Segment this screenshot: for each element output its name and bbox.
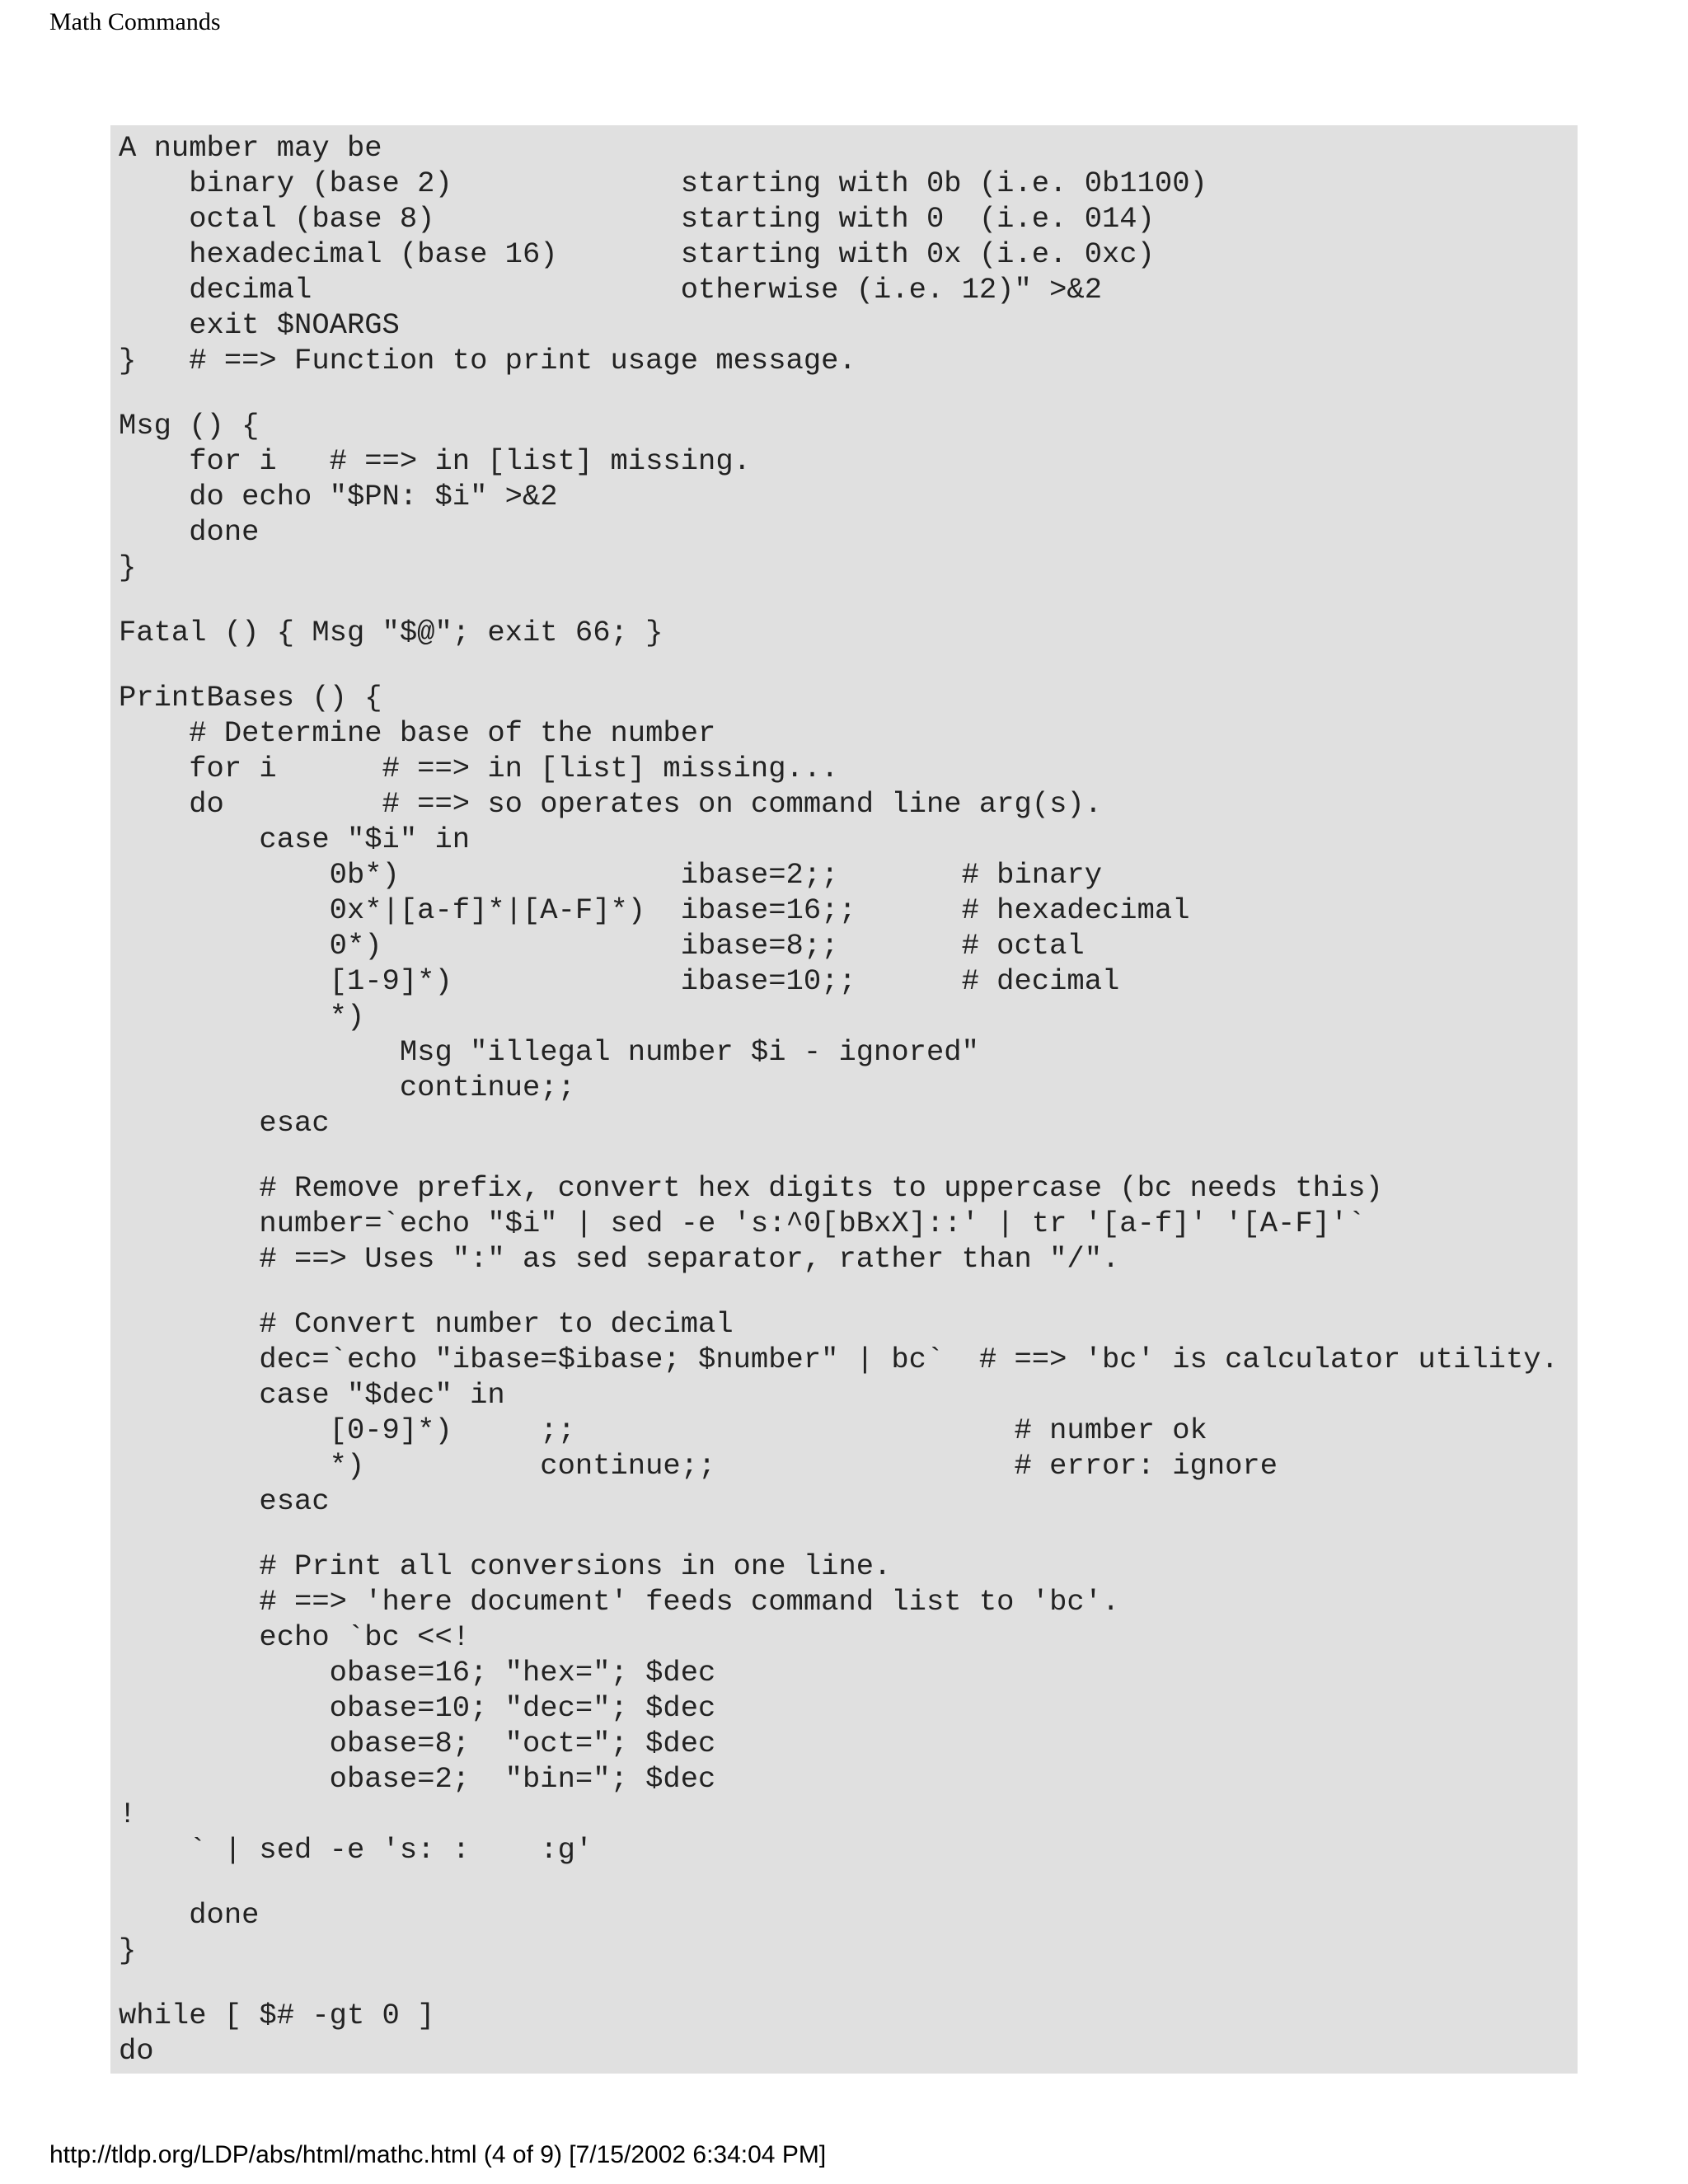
code-line: Fatal () { Msg "$@"; exit 66; } [119, 616, 663, 649]
code-line: 0x*|[a-f]*|[A-F]*) ibase=16;; # hexadecimal [119, 893, 1190, 927]
code-line: case "$dec" in [119, 1378, 505, 1412]
code-line: echo `bc <<! [119, 1620, 471, 1654]
code-line: *) [119, 1000, 365, 1033]
code-line: case "$i" in [119, 823, 471, 856]
code-blank-line [119, 1519, 1578, 1549]
code-blank-line [119, 1868, 1578, 1897]
code-line: # Print all conversions in one line. [119, 1549, 892, 1583]
code-line: decimal otherwise (i.e. 12)" >&2 [119, 273, 1102, 307]
code-blank-line [119, 650, 1578, 680]
code-line: while [ $# -gt 0 ] [119, 1999, 435, 2032]
code-line: do echo "$PN: $i" >&2 [119, 480, 558, 513]
code-line: 0*) ibase=8;; # octal [119, 929, 1085, 963]
code-line: continue;; [119, 1071, 575, 1104]
code-line: obase=2; "bin="; $dec [119, 1762, 716, 1796]
code-line: } # ==> Function to print usage message. [119, 344, 856, 377]
code-line: obase=10; "dec="; $dec [119, 1691, 716, 1725]
code-line: done [119, 515, 260, 549]
code-blank-line [119, 378, 1578, 408]
code-line: Msg () { [119, 409, 260, 443]
code-line: ! [119, 1797, 137, 1831]
code-line: 0b*) ibase=2;; # binary [119, 858, 1102, 892]
code-blank-line [119, 1141, 1578, 1170]
code-line: obase=16; "hex="; $dec [119, 1656, 716, 1690]
code-line: } [119, 1933, 137, 1967]
code-line: } [119, 551, 137, 584]
code-blank-line [119, 585, 1578, 615]
code-line: # Convert number to decimal [119, 1307, 734, 1341]
page-footer-url: http://tldp.org/LDP/abs/html/mathc.html (4 of 9) [7/15/2002 6:34:04 PM] [49, 2141, 827, 2168]
code-line: number=`echo "$i" | sed -e 's:^0[bBxX]::' | tr '[a-f]' '[A-F]'` [119, 1207, 1366, 1240]
code-line: for i # ==> in [list] missing. [119, 444, 751, 478]
code-line: PrintBases () { [119, 681, 382, 715]
code-line: do # ==> so operates on command line arg(s). [119, 787, 1102, 821]
code-line: Msg "illegal number $i - ignored" [119, 1035, 979, 1069]
code-line: esac [119, 1484, 330, 1518]
code-line: # ==> 'here document' feeds command list to 'bc'. [119, 1585, 1120, 1619]
code-line: do [119, 2034, 154, 2068]
page-header-title: Math Commands [49, 8, 221, 35]
code-line: for i # ==> in [list] missing... [119, 752, 839, 785]
code-block [110, 125, 1578, 2074]
code-line: obase=8; "oct="; $dec [119, 1727, 716, 1760]
code-line: binary (base 2) starting with 0b (i.e. 0b1100) [119, 166, 1207, 200]
code-blank-line [119, 1277, 1578, 1306]
code-line: # Determine base of the number [119, 716, 716, 750]
code-line: octal (base 8) starting with 0 (i.e. 014) [119, 202, 1155, 236]
code-line: *) continue;; # error: ignore [119, 1449, 1278, 1483]
code-line: [0-9]*) ;; # number ok [119, 1413, 1207, 1447]
code-line: dec=`echo "ibase=$ibase; $number" | bc` # ==> 'bc' is calculator utility. [119, 1343, 1559, 1376]
code-blank-line [119, 1968, 1578, 1998]
code-line: # Remove prefix, convert hex digits to uppercase (bc needs this) [119, 1171, 1383, 1205]
code-listing [119, 125, 1578, 2069]
code-line: # ==> Uses ":" as sed separator, rather than "/". [119, 1242, 1120, 1276]
code-line: A number may be [119, 131, 382, 165]
code-line: ` | sed -e 's: : :g' [119, 1833, 593, 1867]
code-line: exit $NOARGS [119, 308, 400, 342]
code-line: [1-9]*) ibase=10;; # decimal [119, 964, 1120, 998]
code-line: done [119, 1898, 260, 1932]
code-line: hexadecimal (base 16) starting with 0x (i.e. 0xc) [119, 237, 1155, 271]
code-line: esac [119, 1106, 330, 1140]
